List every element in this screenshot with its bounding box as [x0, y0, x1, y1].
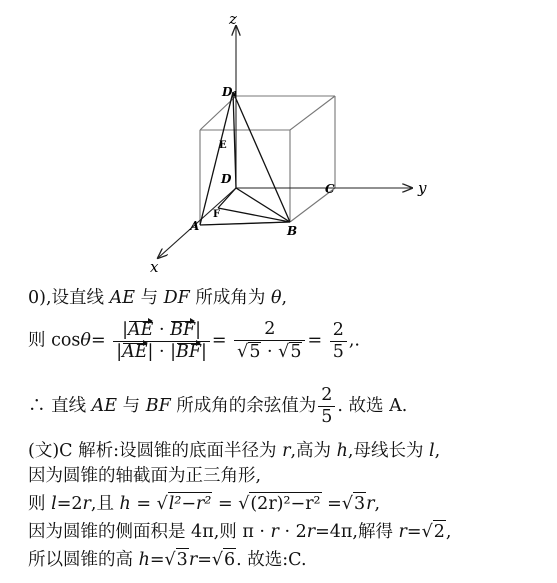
label-a: A [190, 219, 200, 233]
fraction-2-over-5: $\frac{2}{5}$ [330, 321, 347, 362]
fraction-cos: $\frac{|AE \cdot BF|}{|AE| \cdot |BF|}$ [113, 321, 210, 362]
label-b: B [287, 224, 298, 238]
segment-d-f [218, 188, 236, 208]
text-line-8: 所以圆锥的高 h=√3r=√6. 故选:C. [28, 550, 307, 570]
fraction-answer: $\frac{2}{5}$ [318, 386, 335, 427]
cube-figure [0, 0, 557, 290]
label-d1: D₁ [222, 85, 238, 99]
fraction-2-over-root5-root5: $\frac{2}{√5 \cdot √5}$ [234, 320, 305, 362]
text-line-1: 0),设直线 AE 与 DF 所成角为 θ, [28, 288, 288, 308]
label-f: F [213, 209, 221, 220]
text-line-3: ∴ 直线 AE 与 BF 所成角的余弦值为 $\frac{2}{5}$ . 故选 A. [28, 385, 408, 427]
text-line-2-cos-formula: 则 cosθ= $\frac{|AE \cdot BF|}{|AE| \cdot |BF|}$ = $\frac{2}{√5 \cdot √5}$ = $\frac{2}{5}$ ,. [28, 319, 360, 362]
segment-a-b [200, 222, 290, 225]
label-c: C [325, 182, 335, 196]
label-d: D [221, 172, 232, 186]
label-y: y [418, 179, 427, 197]
label-x: x [150, 258, 159, 276]
text-line-5: 因为圆锥的轴截面为正三角形, [28, 466, 262, 486]
label-e: E [219, 140, 227, 151]
label-z: z [229, 10, 237, 28]
cube-edge [290, 96, 335, 130]
text-line-6: 则 l=2r,且 h = √l²−r² = √(2r)²−r² =√3r, [28, 494, 381, 514]
text-line-4: (文)C 解析:设圆锥的底面半径为 r,高为 h,母线长为 l, [28, 441, 441, 461]
segment-d1-b [233, 92, 290, 222]
text-line-7: 因为圆锥的侧面积是 4π,则 π · r · 2r=4π,解得 r=√2, [28, 522, 452, 542]
